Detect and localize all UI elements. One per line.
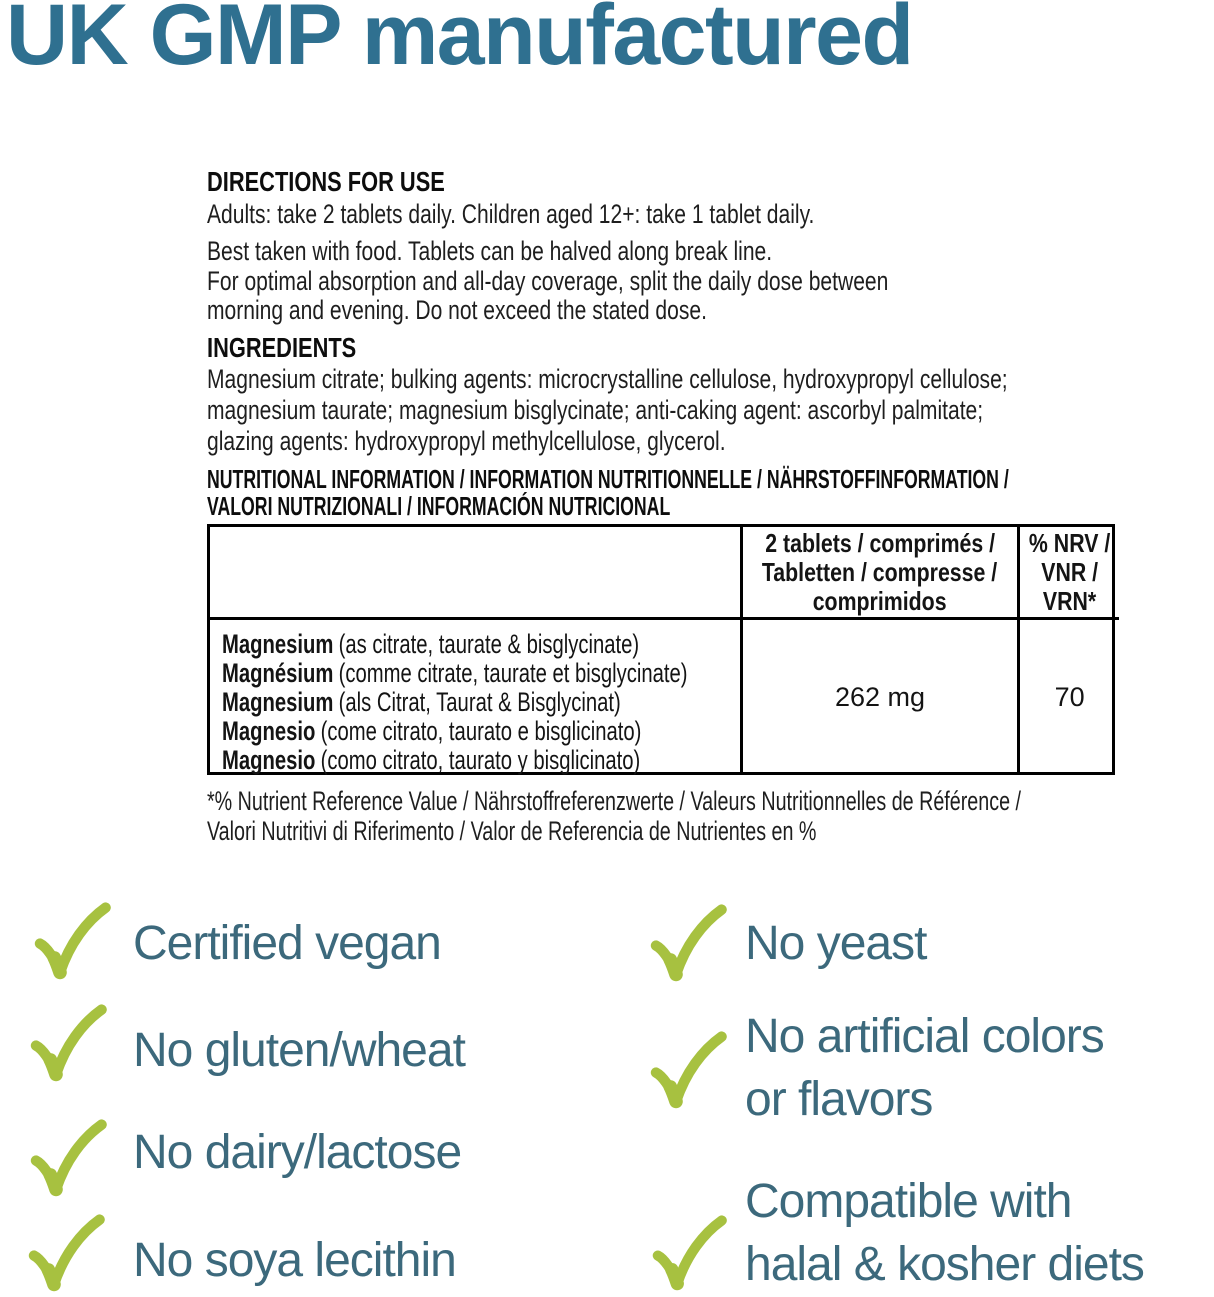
nutrient-line: Magnesium (als Citrat, Taurat & Bisglycinat): [222, 687, 621, 717]
table-header-serving-cell: [740, 527, 1017, 617]
nutrition-table: [207, 524, 1115, 775]
directions-line: For optimal absorption and all-day coverage, split the daily dose between: [207, 266, 889, 296]
nutrient-line: Magnesio (come citrato, taurato e bisglicinato): [222, 716, 642, 746]
check-icon: [28, 1116, 108, 1202]
check-icon: [26, 1211, 106, 1297]
ingredients-heading: INGREDIENTS: [207, 332, 357, 363]
nutrient-line: Magnesio (como citrato, taurato y bisglicinato): [222, 745, 641, 775]
nrv-header-line: VNR /: [1041, 556, 1099, 587]
checklist-item: Certified vegan: [133, 917, 441, 970]
directions-line: Best taken with food. Tablets can be halved along break line.: [207, 236, 773, 266]
checklist-item: No dairy/lactose: [133, 1126, 462, 1179]
check-icon: [648, 901, 728, 987]
ingredients-line: magnesium taurate; magnesium bisglycinate; anti-caking agent: ascorbyl palmitate;: [207, 395, 984, 425]
check-icon: [648, 1028, 728, 1114]
nrv-footnote-line: Valori Nutritivi di Riferimento / Valor de Referencia de Nutrientes en %: [207, 816, 817, 846]
checklist-item: No yeast: [745, 917, 927, 970]
nrv-header-line: % NRV /: [1028, 527, 1111, 558]
directions-line: morning and evening. Do not exceed the stated dose.: [207, 295, 707, 325]
serving-header-line: 2 tablets / comprimés /: [765, 527, 995, 558]
checklist-item: No soya lecithin: [133, 1234, 456, 1287]
check-icon: [32, 899, 112, 985]
table-nrv-value-cell: 70: [1017, 617, 1119, 775]
checklist-item: No gluten/wheat: [133, 1024, 465, 1077]
directions-line: Adults: take 2 tablets daily. Children aged 12+: take 1 tablet daily.: [207, 199, 815, 229]
table-header-empty-cell: [210, 527, 740, 617]
checklist-item: Compatible with halal & kosher diets: [745, 1175, 1144, 1291]
ingredients-line: Magnesium citrate; bulking agents: microcrystalline cellulose, hydroxypropyl cellulose;: [207, 364, 1008, 394]
table-header-nrv-cell: [1017, 527, 1119, 617]
serving-header-line: comprimidos: [813, 585, 947, 616]
nutrition-heading-line: NUTRITIONAL INFORMATION / INFORMATION NUTRITIONNELLE / NÄHRSTOFFINFORMATION /: [207, 464, 1009, 494]
nrv-header-line: VRN*: [1042, 585, 1097, 616]
checklist-item: No artificial colors or flavors: [745, 1010, 1104, 1126]
serving-header-line: Tabletten / compresse /: [762, 556, 998, 587]
nutrient-line: Magnesium (as citrate, taurate & bisglycinate): [222, 629, 640, 659]
check-icon: [28, 1001, 108, 1087]
nrv-footnote-line: *% Nutrient Reference Value / Nährstoffreferenzwerte / Valeurs Nutritionnelles de Référence /: [207, 786, 1021, 816]
table-nutrient-cell: [210, 617, 740, 775]
nutrient-line: Magnésium (comme citrate, taurate et bisglycinate): [222, 658, 688, 688]
check-icon: [650, 1212, 728, 1296]
directions-heading: DIRECTIONS FOR USE: [207, 166, 445, 197]
table-amount-cell: 262 mg: [740, 617, 1017, 775]
page-title: UK GMP manufactured: [6, 0, 913, 83]
nutrition-heading-line: VALORI NUTRIZIONALI / INFORMACIÓN NUTRICIONAL: [207, 491, 671, 521]
ingredients-line: glazing agents: hydroxypropyl methylcellulose, glycerol.: [207, 426, 726, 456]
